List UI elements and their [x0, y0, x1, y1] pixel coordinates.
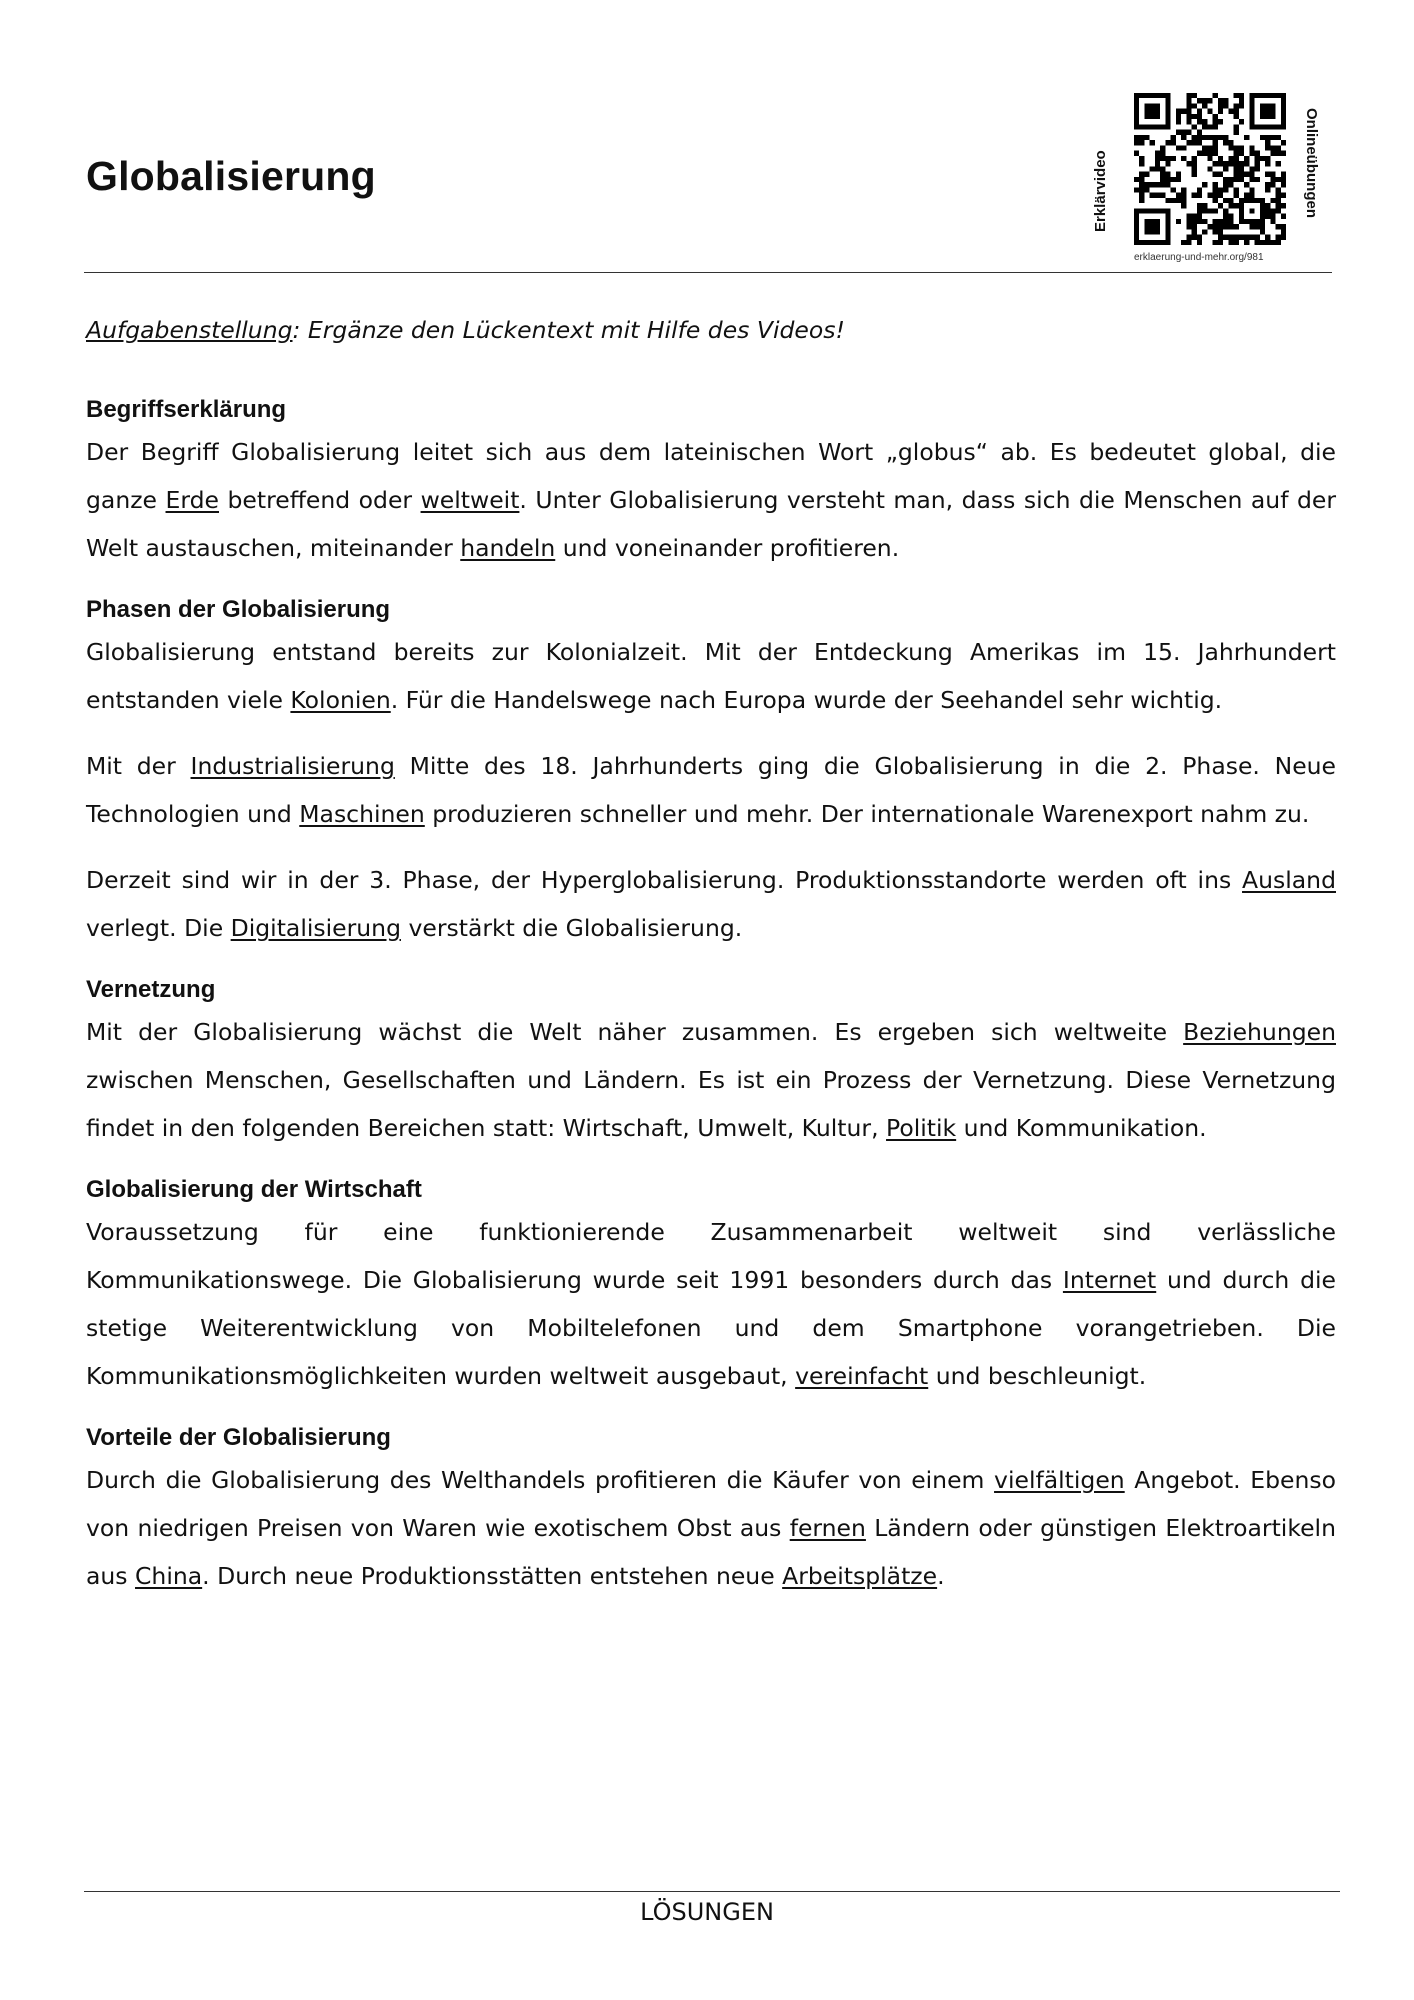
section [86, 592, 1336, 952]
text-run: Mit der Globalisierung wächst die Welt näher zusammen. Es ergeben sich weltweite [86, 1018, 1184, 1046]
section-heading: Begriffserklärung [86, 396, 287, 423]
gap-answer: Industrialisierung [190, 752, 395, 780]
qr-code[interactable] [1134, 93, 1286, 245]
gap-answer: Beziehungen [1183, 1018, 1336, 1046]
section-paragraph [86, 1208, 1336, 1400]
gap-answer: Digitalisierung [230, 914, 401, 942]
header-divider [84, 272, 1332, 273]
section [86, 972, 1336, 1152]
text-run: und durch die stetige Weiterentwicklung von Mobiltelefonen und dem Smartphone vorangetrieben. Die Kommunikationsmöglichkeiten wurden weltweit ausgebaut, [86, 1266, 1336, 1390]
section-paragraph [86, 428, 1336, 572]
section-heading: Vorteile der Globalisierung [86, 1424, 391, 1451]
text-run: Derzeit sind wir in der 3. Phase, der Hyperglobalisierung. Produktionsstandorte werden oft ins [86, 866, 1243, 894]
text-run: verstärkt die Globalisierung. [400, 914, 743, 942]
section-heading: Vernetzung [86, 976, 216, 1003]
task-instruction [86, 310, 1336, 350]
gap-answer: Politik [886, 1114, 957, 1142]
online-exercises-label: Onlineübungen [1303, 108, 1320, 218]
text-run: Globalisierung entstand bereits zur Kolonialzeit. Mit der Entdeckung Amerikas im 15. Jahrhundert entstanden viele [86, 638, 1336, 714]
gap-answer: Ausland [1242, 866, 1336, 894]
section [86, 1420, 1336, 1600]
section [86, 1172, 1336, 1400]
text-run: Mit der [86, 752, 191, 780]
gap-answer: Arbeitsplätze [782, 1562, 938, 1590]
gap-answer: Kolonien [290, 686, 391, 714]
qr-code-image [1134, 93, 1286, 245]
footer-divider [84, 1891, 1340, 1892]
text-run: Durch die Globalisierung des Welthandels profitieren die Käufer von einem [86, 1466, 995, 1494]
text-run: und voneinander profitieren. [555, 534, 900, 562]
text-run: Der Begriff Globalisierung leitet sich aus dem lateinischen Wort „globus“ ab. Es bedeutet global, die ganze [86, 438, 1336, 514]
text-run: Mitte des 18. Jahrhunderts ging die Globalisierung in die 2. Phase. Neue Technologien und [86, 752, 1337, 828]
gap-answer: handeln [460, 534, 556, 562]
gap-answer: Erde [165, 486, 219, 514]
text-run: betreffend oder [219, 486, 421, 514]
section-paragraph [86, 856, 1336, 952]
text-run: produzieren schneller und mehr. Der internationale Warenexport nahm zu. [424, 800, 1310, 828]
section-paragraph [86, 628, 1336, 724]
section-paragraph [86, 1008, 1336, 1152]
footer-solutions-label: LÖSUNGEN [640, 1898, 774, 1926]
text-run: Ländern oder günstigen Elektroartikeln aus [86, 1514, 1336, 1590]
text-run: . Durch neue Produktionsstätten entstehen neue [202, 1562, 783, 1590]
gap-answer: fernen [789, 1514, 866, 1542]
gap-answer: China [135, 1562, 203, 1590]
qr-url: erklaerung-und-mehr.org/981 [1134, 252, 1264, 263]
sections-container [86, 392, 1336, 1600]
gap-answer: vereinfacht [795, 1362, 929, 1390]
text-run: Angebot. Ebenso von niedrigen Preisen von Waren wie exotischem Obst aus [86, 1466, 1336, 1542]
task-text: : Ergänze den Lückentext mit Hilfe des Videos! [292, 316, 845, 344]
text-run: . Unter Globalisierung versteht man, dass sich die Menschen auf der Welt austauschen, miteinander [86, 486, 1336, 562]
text-run: . Für die Handelswege nach Europa wurde der Seehandel sehr wichtig. [390, 686, 1223, 714]
gap-answer: Maschinen [299, 800, 425, 828]
text-run: verlegt. Die [86, 914, 231, 942]
gap-answer: weltweit [420, 486, 520, 514]
text-run: Voraussetzung für eine funktionierende Zusammenarbeit weltweit sind verlässliche Kommunikationswege. Die Globalisierung wurde seit 1991 besonders durch das [86, 1218, 1336, 1294]
section [86, 392, 1336, 572]
gap-answer: Internet [1062, 1266, 1157, 1294]
worksheet-body [86, 310, 1336, 1620]
text-run: zwischen Menschen, Gesellschaften und Ländern. Es ist ein Prozess der Vernetzung. Diese Vernetzung findet in den folgenden Bereichen statt: Wirtschaft, Umwelt, Kultur, [86, 1066, 1336, 1142]
explainer-video-label: Erklärvideo [1092, 150, 1109, 232]
text-run: . [937, 1562, 945, 1590]
text-run: und Kommunikation. [956, 1114, 1207, 1142]
text-run: und beschleunigt. [928, 1362, 1147, 1390]
page-title: Globalisierung [86, 153, 376, 199]
task-label: Aufgabenstellung [86, 316, 293, 344]
section-paragraph [86, 1456, 1336, 1600]
gap-answer: vielfältigen [994, 1466, 1125, 1494]
section-paragraph [86, 742, 1336, 838]
section-heading: Globalisierung der Wirtschaft [86, 1176, 422, 1203]
section-heading: Phasen der Globalisierung [86, 596, 391, 623]
